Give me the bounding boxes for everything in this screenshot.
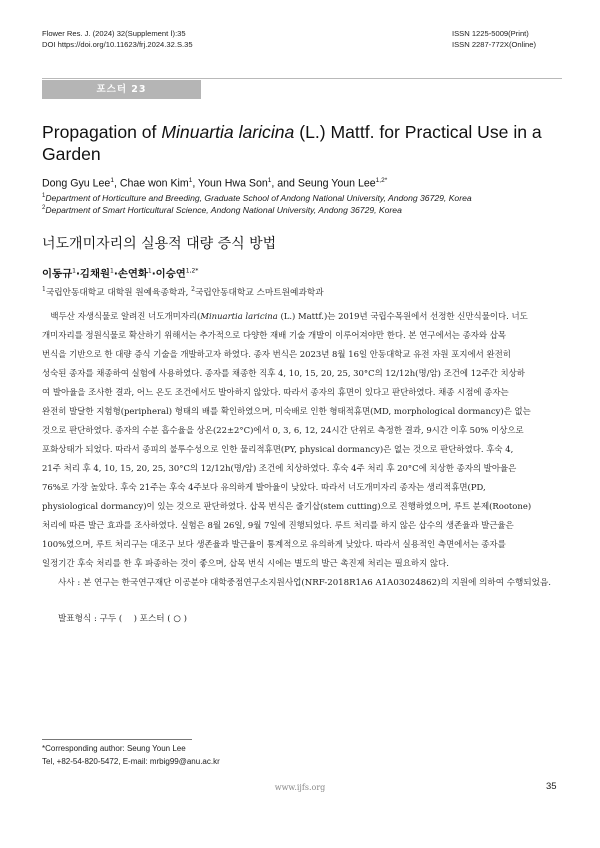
acknowledgment: 사사 : 본 연구는 한국연구재단 이공분야 대학중점연구소지원사업(NRF-2018R1A6 A1A03024862)의 지원에 의하여 수행되었음.: [58, 578, 551, 588]
abstract-line: 처리에 따른 발근 효과를 조사하였다. 실험은 8월 26일, 9월 7일에 진행되었다. 루트 처리를 하지 않은 삽수의 생존율과 발근율은: [42, 520, 514, 530]
affil-text: 국립안동대학교 대학원 원예육종학과,: [45, 288, 189, 298]
abstract-line: 백두산 자생식물로 알려진 너도개미자리(Minuartia laricina (L.) Mattf.)는 2019년 국립수목원에서 선정한 신만식물이다. 너도: [42, 311, 528, 321]
korean-title: 너도개미자리의 실용적 대량 증식 방법: [42, 236, 277, 252]
author-affil-marker: 1: [110, 267, 114, 275]
abstract-line: 성숙된 종자를 채종하여 실험에 사용하였다. 종자를 채종한 직후 4, 10, 15, 20, 25, 30°C의 12/12h(명/암) 조건에 12주간 치상하: [42, 368, 525, 378]
author-affil-marker: 1: [267, 177, 272, 184]
korean-author-list: [42, 265, 198, 280]
abstract-line: 포화상태가 되었다. 따라서 종피의 불투수성으로 인한 물리적휴면(PY, physical dormancy)은 없는 것으로 판단하였다. 후숙 4,: [42, 444, 514, 454]
doi-line: DOI https://doi.org/10.11623/frj.2024.32.S.35: [42, 40, 193, 49]
affil-text: Department of Smart Horticultural Science, Andong National University, Andong 36729, Korea: [45, 205, 402, 215]
author-affil-marker: 1: [72, 267, 76, 275]
affiliation-2: [42, 205, 402, 215]
author: ·김채원: [75, 268, 111, 280]
author-affil-marker: 1: [110, 177, 114, 184]
contact-info: Tel, +82-54-820-5472, E-mail: mrbig99@anu.ac.kr: [42, 757, 220, 766]
poster-tag: 포스터 23: [42, 80, 201, 99]
author-affil-marker: 1,2*: [185, 267, 199, 275]
title-post: (L.) Mattf. for Practical Use in a Garden: [42, 122, 542, 164]
abstract-line: 일정기간 후숙 처리를 한 후 파종하는 것이 좋으며, 삽목 번식 시에는 별도의 발근 촉진제 처리는 필요하지 않다.: [42, 558, 449, 568]
corresponding-author: *Corresponding author: Seung Youn Lee: [42, 744, 186, 753]
abstract-line: 완전히 발달한 지험형(peripheral) 형태의 배를 확인하였으며, 미숙배로 인한 형태적휴면(MD, morphological dormancy)은 없는: [42, 406, 531, 416]
footer-url: www.ijfs.org: [274, 783, 326, 792]
page-number: 35: [546, 781, 557, 792]
author: , Chae won Kim: [113, 177, 189, 190]
presentation-type: 발표형식 : 구두 ( ) 포스터 ( ○ ): [58, 614, 187, 624]
issn-print: ISSN 1225-5009(Print): [452, 29, 529, 38]
header-divider: [42, 78, 562, 79]
journal-citation: [42, 28, 193, 50]
author: ·손연화: [113, 268, 148, 280]
affil-marker: 2: [42, 205, 46, 212]
affil-text: Department of Horticulture and Breeding, Graduate School of Andong National University, Andong 36729, Korea: [45, 193, 472, 203]
author: 이동규: [42, 268, 73, 280]
paper-title: [42, 121, 557, 165]
affil-marker: 2: [191, 286, 195, 294]
abstract-line: 것으로 판단하였다. 종자의 수분 흡수율을 상온(22±2°C)에서 0, 3, 6, 12, 24시간 단위로 측정한 결과, 9시간 이후 50% 이상으로: [42, 425, 524, 435]
issn-block: [452, 28, 536, 50]
abstract-line: 번식을 기반으로 한 대량 증식 기술을 개발하고자 하였다. 종자 번식은 2023년 8월 16일 안동대학교 유전 자원 포지에서 완전히: [42, 349, 511, 359]
author: ·이승연: [151, 268, 186, 280]
abstract-line: 여 발아율을 조사한 결과, 어느 온도 조건에서도 발아하지 않았다. 따라서 종자의 휴면이 있다고 판단하였다. 채종 시점에 종자는: [42, 387, 509, 397]
title-species: Minuartia laricina: [161, 122, 295, 142]
affil-marker: 1: [42, 286, 46, 294]
abstract-line: 21주 처리 후 4, 10, 15, 20, 25, 30°C의 12/12h(명/암) 조건에 치상하였다. 후숙 4주 처리 후 20°C에 치상한 종자의 발아율은: [42, 463, 517, 473]
author-list: [42, 177, 387, 190]
journal-line: Flower Res. J. (2024) 32(Supplement Ⅰ):35: [42, 29, 186, 38]
abstract-line: 100%였으며, 루트 처리구는 대조구 보다 생존율과 발근율이 통계적으로 유의하게 낮았다. 따라서 실용적인 측면에서는 종자를: [42, 539, 506, 549]
author-affil-marker: 1,2*: [375, 177, 388, 184]
issn-online: ISSN 2287-772X(Online): [452, 40, 536, 49]
author-affil-marker: 1: [188, 177, 193, 184]
author: , and Seung Youn Lee: [271, 177, 376, 190]
footnote-divider: [42, 739, 192, 740]
abstract-line: 76%로 가장 높았다. 후숙 21주는 후숙 4주보다 유의하게 발아율이 낮았다. 따라서 너도개미자리 종자는 생리적휴면(PD,: [42, 482, 486, 492]
abstract-line: 개미자리를 정원식물로 확산하기 위해서는 추가적으로 다양한 재배 기술 개발이 이루어져야만 한다. 본 연구에서는 종자와 삽목: [42, 330, 507, 340]
abstract-line: physiological dormancy)이 있는 것으로 판단하였다. 삽목 번식은 줄기삽(stem cutting)으로 진행하였으며, 루트 분제(Rootone): [42, 501, 532, 511]
author-affil-marker: 1: [147, 267, 152, 275]
author: Dong Gyu Lee: [42, 177, 111, 190]
affil-marker: 1: [42, 193, 46, 200]
author: , Youn Hwa Son: [192, 177, 268, 190]
title-pre: Propagation of: [42, 122, 162, 142]
affiliation-1: [42, 193, 472, 203]
affil-text: 국립안동대학교 스마트원예과학과: [194, 288, 324, 298]
korean-affiliations: [42, 286, 324, 298]
